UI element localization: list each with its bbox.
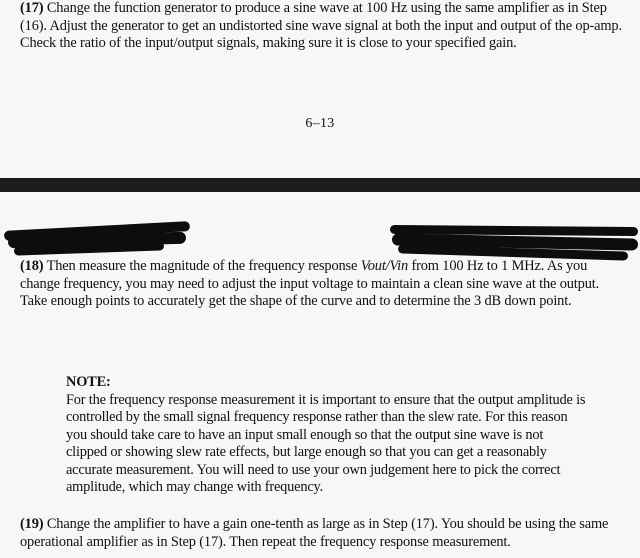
step-17-paragraph xyxy=(20,0,632,53)
page-number: 6–13 xyxy=(305,116,335,131)
step-17-label: (17) xyxy=(20,0,44,16)
step-18-text-after: from 100 Hz to 1 MHz. As you change frequency, you may need to adjust the input voltage to maintain a clean sine wave at the output. Take enough points to accurately get the shape of the curve and to determine the 3 dB down point. xyxy=(20,258,600,309)
step-18-ratio: Vout/Vin xyxy=(360,258,408,274)
step-18-paragraph xyxy=(20,258,628,311)
step-18-text-before: Then measure the magnitude of the frequency response xyxy=(46,258,361,274)
step-17-text: Change the function generator to produce a sine wave at 100 Hz using the same amplifier as in Step (16). Adjust the generator to get an undistorted sine wave signal at both the input and output of the op-amp. Check the ratio of the input/output signals, making sure it is close to your specified gain. xyxy=(20,0,622,51)
page-divider xyxy=(0,178,640,192)
step-19-paragraph xyxy=(20,516,632,551)
note-text: For the frequency response measurement it is important to ensure that the output amplitude is controlled by the small signal frequency response rather than the slew rate. For this reason you should take care to have an input small enough so that the output sine wave is not clipped or showing slew rate effects, but large enough so that you can get a reasonably accurate measurement. You will need to use your own judgement here to pick the correct amplitude, which may change with frequency. xyxy=(66,391,586,495)
note-heading: NOTE: xyxy=(66,374,111,390)
step-19-text: Change the amplifier to have a gain one-tenth as large as in Step (17). You should be using the same operational amplifier as in Step (17). Then repeat the frequency response measurement. xyxy=(20,516,609,550)
step-19-label: (19) xyxy=(20,516,44,532)
note-block xyxy=(66,374,586,497)
step-18-label: (18) xyxy=(20,258,44,274)
